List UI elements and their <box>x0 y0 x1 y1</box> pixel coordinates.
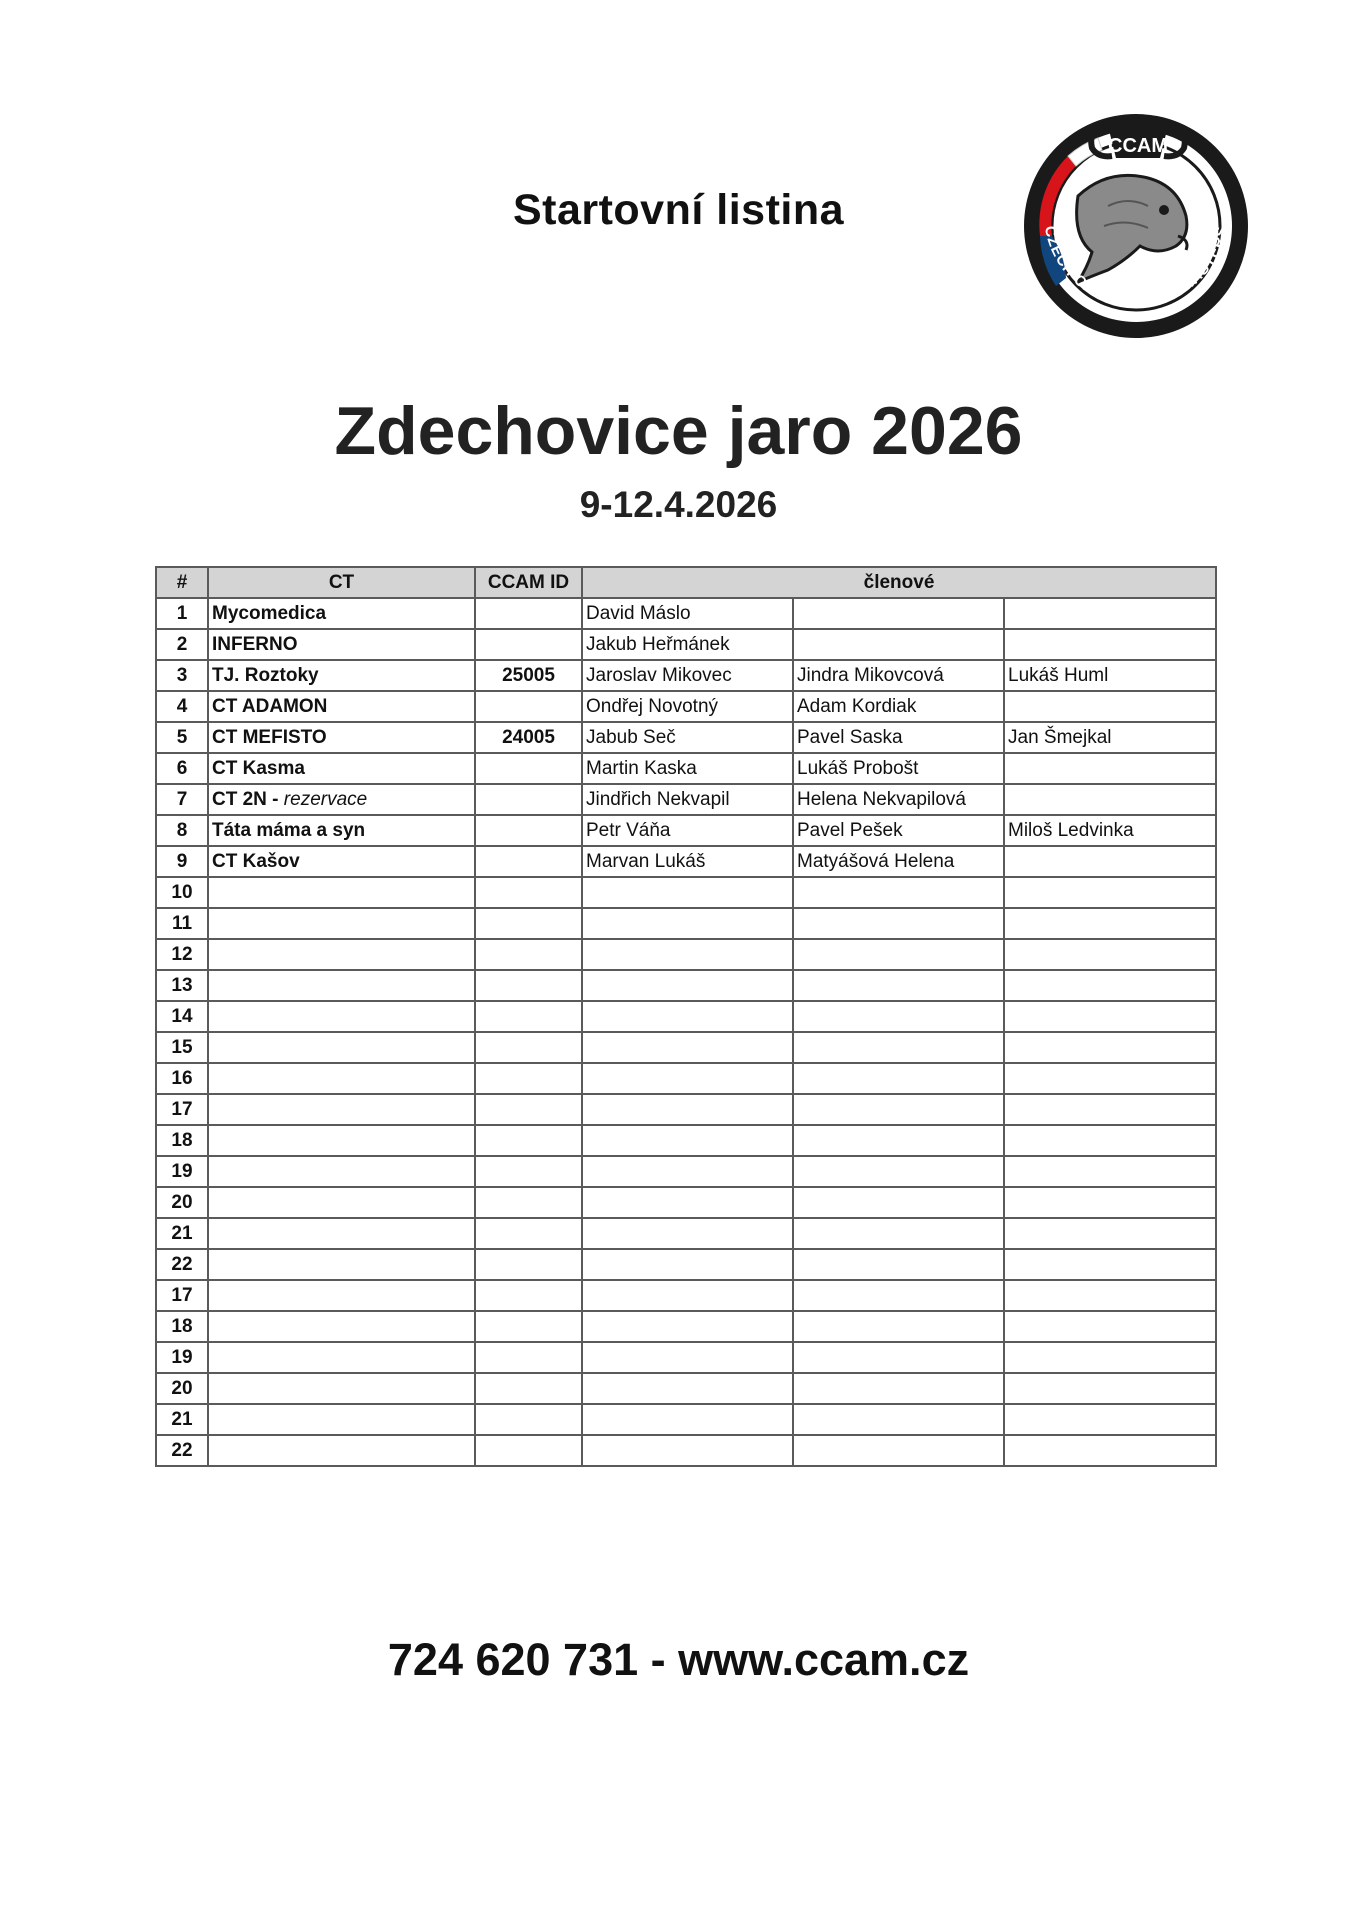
row-number: 18 <box>156 1311 208 1342</box>
member-name <box>582 1125 793 1156</box>
team-name <box>208 629 475 660</box>
table-row <box>156 815 1216 846</box>
ccam-id <box>475 1032 582 1063</box>
member-name <box>1004 1373 1216 1404</box>
member-name: Lukáš Huml <box>1004 660 1216 691</box>
ccam-id <box>475 1125 582 1156</box>
member-name: Pavel Saska <box>793 722 1004 753</box>
table-row <box>156 1373 1216 1404</box>
member-name <box>582 1342 793 1373</box>
ccam-id <box>475 629 582 660</box>
row-number: 5 <box>156 722 208 753</box>
member-name <box>1004 908 1216 939</box>
member-name <box>582 1435 793 1466</box>
member-name <box>1004 1280 1216 1311</box>
row-number: 6 <box>156 753 208 784</box>
table-row <box>156 1032 1216 1063</box>
ccam-id <box>475 1156 582 1187</box>
member-name <box>582 939 793 970</box>
member-name: Jakub Heřmánek <box>582 629 793 660</box>
member-name <box>582 1001 793 1032</box>
table-row <box>156 691 1216 722</box>
row-number: 10 <box>156 877 208 908</box>
team-name-text: Mycomedica <box>212 602 327 624</box>
ccam-id: 24005 <box>475 722 582 753</box>
row-number: 12 <box>156 939 208 970</box>
row-number: 9 <box>156 846 208 877</box>
member-name: Martin Kaska <box>582 753 793 784</box>
event-title: Zdechovice jaro 2026 <box>334 393 1023 469</box>
member-name <box>793 1032 1004 1063</box>
member-name <box>793 939 1004 970</box>
member-name <box>582 1094 793 1125</box>
member-name: Adam Kordiak <box>793 691 1004 722</box>
team-name-text: INFERNO <box>212 633 298 655</box>
member-name <box>793 629 1004 660</box>
row-number: 11 <box>156 908 208 939</box>
team-name <box>208 1001 475 1032</box>
team-name: CT 2N - rezervace <box>208 784 475 815</box>
team-name <box>208 1280 475 1311</box>
ccam-id <box>475 1063 582 1094</box>
team-name <box>208 1187 475 1218</box>
ccam-id <box>475 1187 582 1218</box>
member-name <box>793 1156 1004 1187</box>
start-list-table <box>155 566 1217 1467</box>
member-name <box>1004 1435 1216 1466</box>
table-row <box>156 1249 1216 1280</box>
member-name <box>1004 1342 1216 1373</box>
member-name <box>1004 846 1216 877</box>
member-name: Jan Šmejkal <box>1004 722 1216 753</box>
member-name <box>793 1342 1004 1373</box>
member-name <box>1004 1063 1216 1094</box>
ccam-id: 25005 <box>475 660 582 691</box>
ccam-id <box>475 1435 582 1466</box>
row-number: 22 <box>156 1249 208 1280</box>
team-name <box>208 908 475 939</box>
member-name <box>1004 1311 1216 1342</box>
team-name-text: Táta máma a syn <box>212 819 366 841</box>
team-name <box>208 753 475 784</box>
ccam-id <box>475 1404 582 1435</box>
table-row <box>156 1001 1216 1032</box>
team-name <box>208 1342 475 1373</box>
member-name <box>793 908 1004 939</box>
ccam-id <box>475 1311 582 1342</box>
member-name <box>582 877 793 908</box>
team-name <box>208 1373 475 1404</box>
member-name <box>582 1063 793 1094</box>
footer-contact: 724 620 731 - www.ccam.cz <box>387 1634 970 1685</box>
table-row <box>156 629 1216 660</box>
team-note: rezervace <box>283 788 368 810</box>
col-header-ccam-id: CCAM ID <box>475 567 582 598</box>
member-name <box>582 1404 793 1435</box>
team-name <box>208 1404 475 1435</box>
table-row <box>156 1063 1216 1094</box>
col-header-num: # <box>156 567 208 598</box>
ccam-id <box>475 1280 582 1311</box>
member-name: Ondřej Novotný <box>582 691 793 722</box>
ccam-id <box>475 1373 582 1404</box>
team-name <box>208 1435 475 1466</box>
row-number: 7 <box>156 784 208 815</box>
ccam-id <box>475 846 582 877</box>
member-name <box>582 1311 793 1342</box>
row-number: 16 <box>156 1063 208 1094</box>
member-name <box>582 1032 793 1063</box>
team-name <box>208 1249 475 1280</box>
row-number: 13 <box>156 970 208 1001</box>
member-name <box>582 1156 793 1187</box>
team-name <box>208 1094 475 1125</box>
team-name-text: CT ADAMON <box>212 695 328 717</box>
member-name <box>1004 1125 1216 1156</box>
table-row <box>156 970 1216 1001</box>
ccam-id <box>475 753 582 784</box>
row-number: 2 <box>156 629 208 660</box>
row-number: 3 <box>156 660 208 691</box>
member-name <box>793 1311 1004 1342</box>
member-name <box>1004 970 1216 1001</box>
ccam-id <box>475 970 582 1001</box>
member-name <box>1004 1218 1216 1249</box>
member-name: Miloš Ledvinka <box>1004 815 1216 846</box>
col-header-team: CT <box>208 567 475 598</box>
team-name-text: CT 2N <box>212 788 267 810</box>
team-name <box>208 846 475 877</box>
team-name-text: CT Kašov <box>212 850 300 872</box>
member-name <box>793 598 1004 629</box>
row-number: 4 <box>156 691 208 722</box>
member-name <box>1004 1249 1216 1280</box>
row-number: 17 <box>156 1094 208 1125</box>
member-name <box>582 1218 793 1249</box>
team-name <box>208 722 475 753</box>
team-name <box>208 1156 475 1187</box>
team-name <box>208 939 475 970</box>
table-row <box>156 1218 1216 1249</box>
member-name <box>793 1001 1004 1032</box>
row-number: 8 <box>156 815 208 846</box>
member-name: Petr Váňa <box>582 815 793 846</box>
table-header-row <box>156 567 1216 598</box>
member-name <box>793 1125 1004 1156</box>
row-number: 17 <box>156 1280 208 1311</box>
member-name <box>582 1373 793 1404</box>
ccam-id <box>475 598 582 629</box>
row-number: 20 <box>156 1373 208 1404</box>
team-name <box>208 1218 475 1249</box>
row-number: 20 <box>156 1187 208 1218</box>
table-row <box>156 846 1216 877</box>
table-row <box>156 1280 1216 1311</box>
ccam-logo <box>1008 86 1264 342</box>
table-row <box>156 1342 1216 1373</box>
ccam-id <box>475 1218 582 1249</box>
member-name <box>793 970 1004 1001</box>
col-header-members: členové <box>582 567 1216 598</box>
ccam-id <box>475 691 582 722</box>
member-name <box>1004 691 1216 722</box>
member-name <box>582 908 793 939</box>
member-name <box>1004 939 1216 970</box>
row-number: 19 <box>156 1342 208 1373</box>
member-name <box>1004 1094 1216 1125</box>
table-row <box>156 939 1216 970</box>
member-name <box>793 1094 1004 1125</box>
member-name <box>793 1249 1004 1280</box>
table-row <box>156 877 1216 908</box>
team-name <box>208 660 475 691</box>
event-date: 9-12.4.2026 <box>579 484 778 525</box>
row-number: 1 <box>156 598 208 629</box>
table-row <box>156 1404 1216 1435</box>
member-name <box>582 1249 793 1280</box>
team-name <box>208 877 475 908</box>
member-name <box>582 970 793 1001</box>
page-heading: Startovní listina <box>512 186 845 234</box>
ccam-id <box>475 1001 582 1032</box>
member-name <box>1004 753 1216 784</box>
member-name: Marvan Lukáš <box>582 846 793 877</box>
member-name <box>1004 1187 1216 1218</box>
team-name-text: TJ. Roztoky <box>212 664 319 686</box>
member-name <box>793 877 1004 908</box>
member-name: Helena Nekvapilová <box>793 784 1004 815</box>
member-name: Jaroslav Mikovec <box>582 660 793 691</box>
table-row <box>156 1435 1216 1466</box>
member-name <box>582 1280 793 1311</box>
table-row <box>156 660 1216 691</box>
member-name <box>793 1373 1004 1404</box>
table-row <box>156 598 1216 629</box>
member-name: Matyášová Helena <box>793 846 1004 877</box>
row-number: 21 <box>156 1218 208 1249</box>
team-name <box>208 1125 475 1156</box>
team-name <box>208 970 475 1001</box>
table-row <box>156 784 1216 815</box>
team-name <box>208 1032 475 1063</box>
ccam-id <box>475 908 582 939</box>
table-row <box>156 1125 1216 1156</box>
member-name <box>793 1187 1004 1218</box>
team-name <box>208 691 475 722</box>
member-name <box>793 1063 1004 1094</box>
table-row <box>156 1187 1216 1218</box>
ccam-id <box>475 1249 582 1280</box>
member-name <box>1004 1156 1216 1187</box>
ccam-id <box>475 877 582 908</box>
row-number: 21 <box>156 1404 208 1435</box>
member-name: Jabub Seč <box>582 722 793 753</box>
team-name-text: CT Kasma <box>212 757 305 779</box>
team-name <box>208 1311 475 1342</box>
table-row <box>156 1156 1216 1187</box>
member-name <box>793 1218 1004 1249</box>
member-name <box>1004 1001 1216 1032</box>
member-name <box>1004 784 1216 815</box>
logo-ring-text: CZECH CARPANGLER MASTERS <box>1040 224 1232 311</box>
table-row <box>156 753 1216 784</box>
team-name-text: CT MEFISTO <box>212 726 327 748</box>
row-number: 22 <box>156 1435 208 1466</box>
member-name: David Máslo <box>582 598 793 629</box>
ccam-id <box>475 939 582 970</box>
row-number: 19 <box>156 1156 208 1187</box>
member-name <box>1004 598 1216 629</box>
team-name <box>208 598 475 629</box>
member-name <box>582 1187 793 1218</box>
ccam-id <box>475 1094 582 1125</box>
member-name <box>793 1435 1004 1466</box>
member-name: Lukáš Probošt <box>793 753 1004 784</box>
member-name <box>793 1280 1004 1311</box>
row-number: 14 <box>156 1001 208 1032</box>
member-name <box>1004 1404 1216 1435</box>
ccam-id <box>475 815 582 846</box>
table-row <box>156 1311 1216 1342</box>
member-name <box>793 1404 1004 1435</box>
ccam-id <box>475 784 582 815</box>
member-name <box>1004 629 1216 660</box>
row-number: 15 <box>156 1032 208 1063</box>
table-row <box>156 908 1216 939</box>
team-name <box>208 1063 475 1094</box>
table-row <box>156 722 1216 753</box>
member-name: Jindřich Nekvapil <box>582 784 793 815</box>
team-name <box>208 815 475 846</box>
row-number: 18 <box>156 1125 208 1156</box>
member-name: Jindra Mikovcová <box>793 660 1004 691</box>
member-name <box>1004 1032 1216 1063</box>
ccam-id <box>475 1342 582 1373</box>
member-name: Pavel Pešek <box>793 815 1004 846</box>
table-row <box>156 1094 1216 1125</box>
logo-abbr: CCAM <box>1108 135 1168 157</box>
member-name <box>1004 877 1216 908</box>
